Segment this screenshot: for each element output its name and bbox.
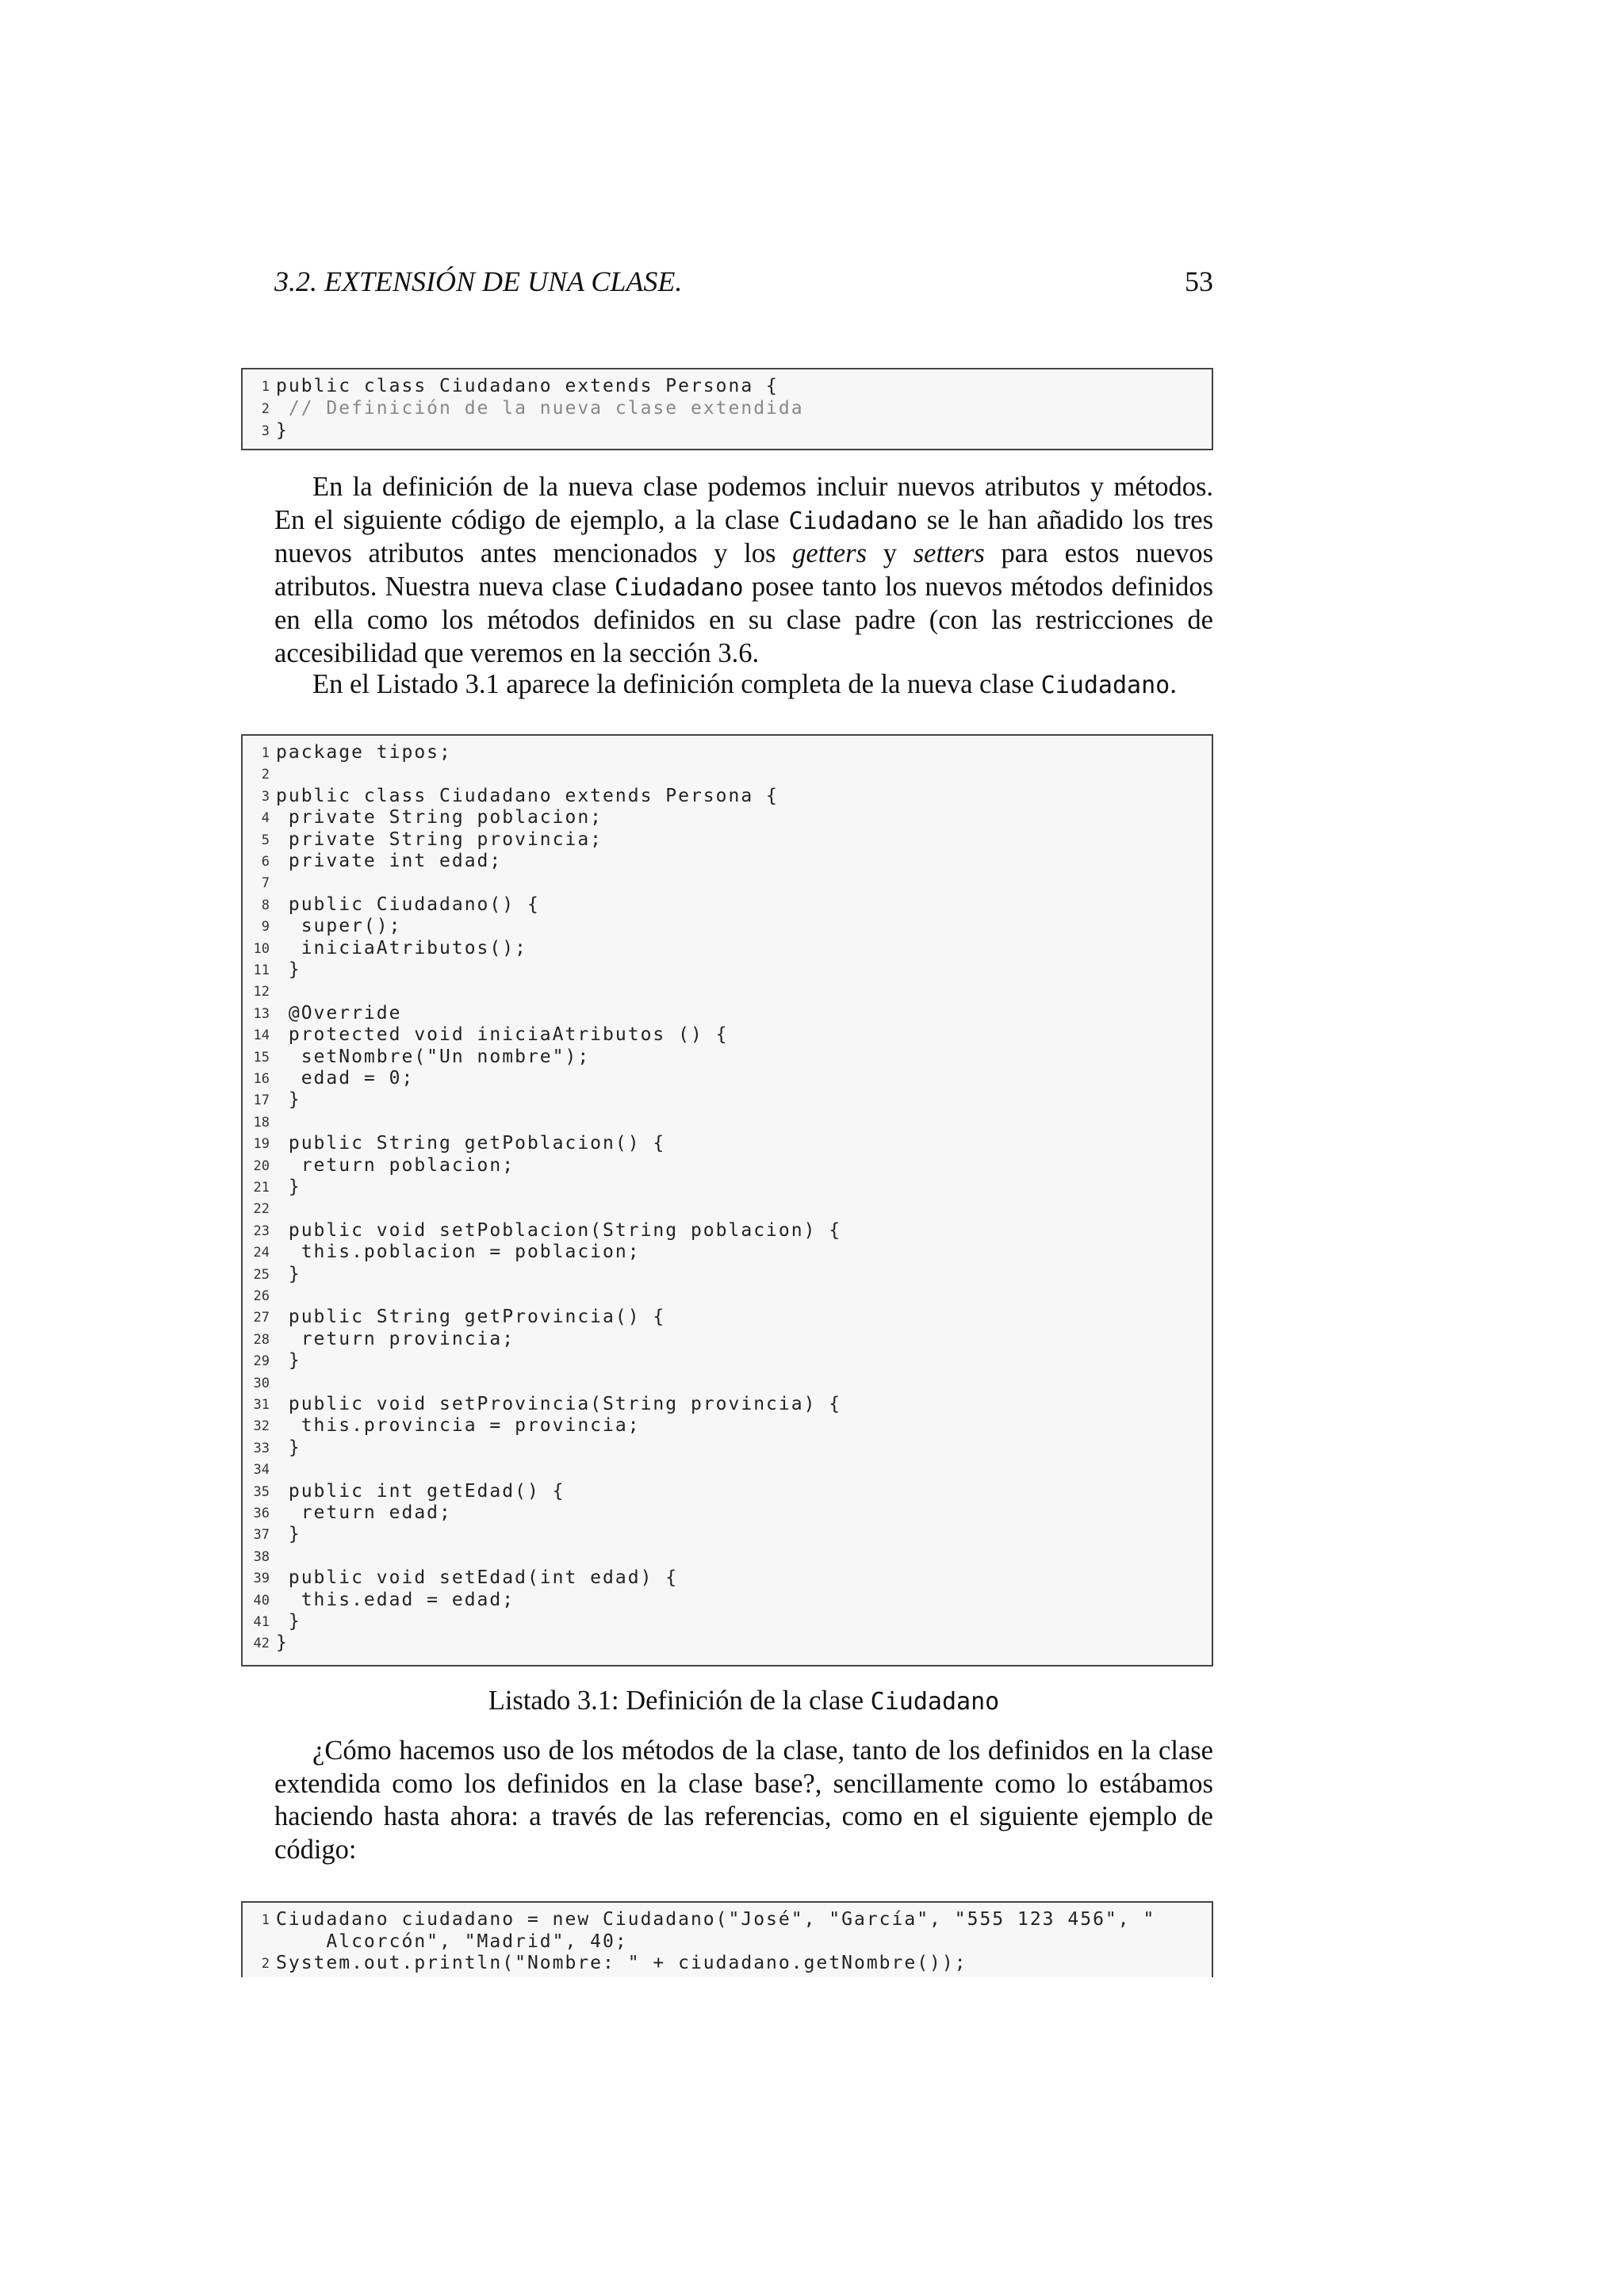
- line-number: 1: [261, 1912, 270, 1928]
- code-text: protected void iniciaAtributos () {: [276, 1024, 729, 1046]
- code-text: private String poblacion;: [276, 807, 603, 828]
- code-text: }: [276, 420, 289, 441]
- line-number: 26: [253, 1288, 270, 1304]
- code-text: this.provincia = provincia;: [276, 1415, 641, 1437]
- listing-caption: Listado 3.1: Definición de la clase Ciudadano: [488, 1686, 1000, 1716]
- line-number: 33: [253, 1440, 270, 1456]
- code-text: public void setEdad(int edad) {: [276, 1567, 679, 1589]
- line-number: 25: [253, 1266, 270, 1283]
- paragraph-usage: ¿Cómo hacemos uso de los métodos de la clase, tanto de los definidos en la clase extendida como los definidos en la clase base?, sencillamente como lo estábamos haciendo hasta ahora: a través de las referencias, como en el siguiente ejemplo de código:: [274, 1735, 1213, 1865]
- term-setters: setters: [913, 538, 985, 568]
- code-text: package tipos;: [276, 742, 452, 763]
- line-number: 3: [261, 788, 270, 805]
- code-text: public String getProvincia() {: [276, 1307, 666, 1328]
- line-number: 39: [253, 1571, 270, 1587]
- code-text: edad = 0;: [276, 1068, 415, 1089]
- code-text: }: [276, 1263, 301, 1284]
- line-number: 41: [253, 1614, 270, 1630]
- line-number: 2: [261, 401, 270, 417]
- line-number: 30: [253, 1375, 270, 1391]
- code-text: @Override: [276, 1002, 402, 1024]
- line-number: 37: [253, 1527, 270, 1544]
- line-number: 15: [253, 1049, 270, 1066]
- code-text: iniciaAtributos();: [276, 937, 527, 959]
- page-number: 53: [1185, 266, 1213, 297]
- code-text: private String provincia;: [276, 828, 603, 850]
- code-text: return provincia;: [276, 1328, 515, 1349]
- code-text: public class Ciudadano extends Persona {: [276, 785, 779, 806]
- code-text: return edad;: [276, 1502, 452, 1523]
- line-number: 27: [253, 1310, 270, 1326]
- line-number: 29: [253, 1353, 270, 1370]
- code-text: System.out.println("Nombre: " + ciudadano.getNombre());: [276, 1953, 967, 1973]
- line-number: 19: [253, 1136, 270, 1153]
- code-text: // Definición de la nueva clase extendida: [276, 398, 804, 419]
- line-number: 14: [253, 1027, 270, 1044]
- line-number: 11: [253, 962, 270, 978]
- line-number: 16: [253, 1071, 270, 1087]
- line-number: 6: [261, 854, 270, 870]
- code-text: }: [276, 959, 301, 980]
- line-number: 34: [253, 1462, 270, 1479]
- code-text: public void setPoblacion(String poblacion) {: [276, 1219, 842, 1241]
- line-number: 32: [253, 1418, 270, 1435]
- line-number: 13: [253, 1005, 270, 1022]
- line-number: 36: [253, 1506, 270, 1521]
- line-number: 17: [253, 1093, 270, 1109]
- code-text: super();: [276, 916, 402, 937]
- code-listing-class-declaration: [241, 368, 1213, 450]
- line-number: 42: [253, 1636, 270, 1652]
- inline-code: Ciudadano: [870, 1688, 1000, 1716]
- inline-code: Ciudadano: [615, 573, 744, 602]
- line-number: 20: [253, 1158, 270, 1174]
- line-number: 12: [253, 984, 270, 1001]
- running-header: [274, 265, 1213, 304]
- code-text: public class Ciudadano extends Persona {: [276, 376, 779, 396]
- code-text: public void setProvincia(String provincia) {: [276, 1394, 842, 1414]
- line-number: 9: [261, 919, 270, 936]
- line-number: 10: [253, 940, 270, 957]
- code-text: }: [276, 1524, 301, 1545]
- line-number: 1: [261, 745, 270, 761]
- line-number: 5: [261, 832, 270, 848]
- line-number: 22: [253, 1201, 270, 1218]
- line-number: 2: [261, 767, 270, 783]
- code-listing-usage-example: [241, 1901, 1213, 1977]
- line-number: 38: [253, 1548, 270, 1565]
- code-text: }: [276, 1089, 301, 1111]
- line-number: 28: [253, 1331, 270, 1348]
- code-text: }: [276, 1350, 301, 1372]
- paragraph-listing-ref: En el Listado 3.1 aparece la definición completa de la nueva clase Ciudadano.: [312, 669, 1177, 699]
- code-text: this.poblacion = poblacion;: [276, 1242, 641, 1263]
- code-text: public String getPoblacion() {: [276, 1133, 666, 1154]
- code-text: }: [276, 1611, 301, 1632]
- code-text: setNombre("Un nombre");: [276, 1046, 591, 1067]
- code-listing-3-1: [241, 734, 1213, 1667]
- code-text: this.edad = edad;: [276, 1589, 515, 1610]
- line-number: 7: [261, 875, 270, 892]
- line-number: 2: [261, 1956, 270, 1972]
- section-title: 3.2. EXTENSIÓN DE UNA CLASE.: [274, 266, 683, 297]
- code-text: }: [276, 1177, 301, 1197]
- line-number: 35: [253, 1483, 270, 1500]
- code-text: public int getEdad() {: [276, 1480, 565, 1502]
- inline-code: Ciudadano: [788, 507, 918, 535]
- paragraph-new-attributes: En la definición de la nueva clase podemos incluir nuevos atributos y métodos. En el siguiente código de ejemplo, a la clase Ciudadano se le han añadido los tres nuevos atributos antes mencionados y los getters y setters para estos nuevos atributos. Nuestra nueva clase Ciudadano posee tanto los nuevos métodos definidos en ella como los métodos definidos en su clase padre (con las restricciones de accesibilidad que veremos en la sección 3.6.: [274, 472, 1214, 668]
- code-text: return poblacion;: [276, 1154, 515, 1176]
- line-number: 21: [253, 1180, 270, 1196]
- line-number: 23: [253, 1223, 270, 1239]
- line-number: 8: [261, 897, 270, 913]
- code-text: Alcorcón", "Madrid", 40;: [276, 1931, 628, 1952]
- line-number: 31: [253, 1397, 270, 1413]
- line-number: 3: [261, 423, 270, 439]
- term-getters: getters: [792, 538, 868, 568]
- code-text: }: [276, 1632, 289, 1654]
- code-text: public Ciudadano() {: [276, 894, 540, 915]
- line-number: 18: [253, 1114, 270, 1131]
- code-text: Ciudadano ciudadano = new Ciudadano("José", "García", "555 123 456", ": [276, 1909, 1156, 1930]
- line-number: 24: [253, 1245, 270, 1261]
- code-text: }: [276, 1437, 301, 1458]
- line-number: 1: [261, 379, 270, 395]
- inline-code: Ciudadano: [1040, 672, 1170, 699]
- line-number: 40: [253, 1592, 270, 1609]
- code-text: private int edad;: [276, 851, 503, 871]
- line-number: 4: [261, 810, 270, 827]
